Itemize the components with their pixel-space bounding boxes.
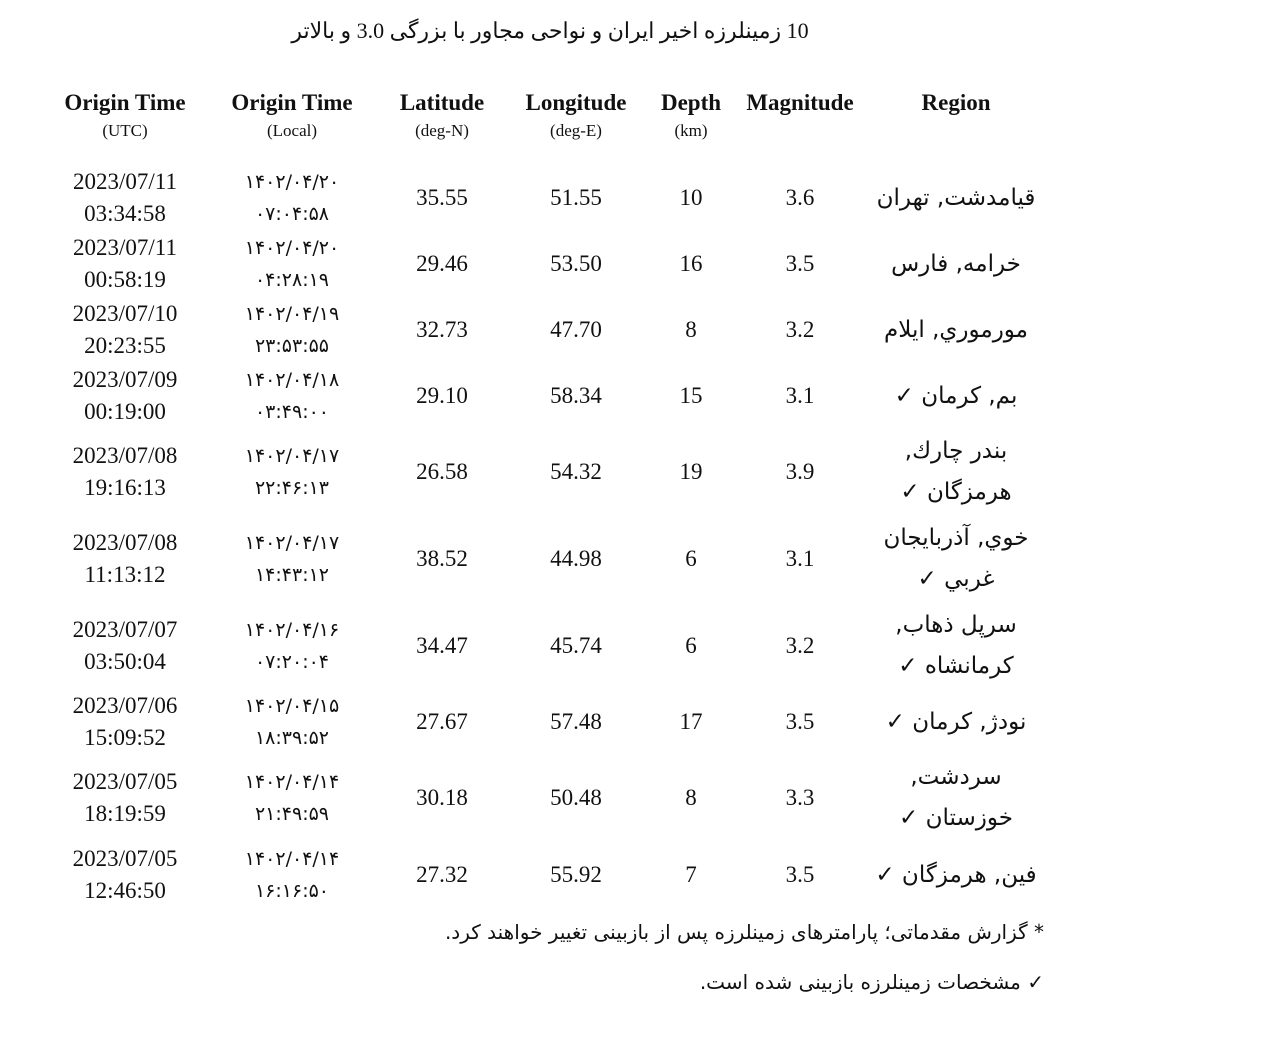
local-time: ۲۲:۴۶:۱۳ [254, 477, 330, 499]
local-time: ۱۴:۴۳:۱۲ [254, 564, 330, 586]
cell-magnitude: 3.1 [785, 383, 815, 408]
table-row [0, 527, 1280, 591]
region-text: مورموري, ایلام [884, 317, 1028, 343]
utc-date: 2023/07/11 [73, 235, 177, 260]
cell-region [856, 431, 1056, 513]
region-line [856, 472, 1056, 513]
local-time: ۰۷:۲۰:۰۴ [254, 651, 330, 673]
header-local-unit: (Local) [266, 121, 318, 140]
region-line [856, 702, 1056, 743]
region-text: خرامه, فارس [891, 251, 1021, 277]
cell-utc [40, 298, 210, 362]
local-time: ۰۴:۲۸:۱۹ [254, 269, 330, 291]
utc-date: 2023/07/06 [72, 693, 178, 718]
utc-date: 2023/07/05 [72, 846, 178, 871]
region-text: خوي, آذربایجان [883, 525, 1029, 551]
cell-magnitude: 3.2 [785, 633, 815, 658]
cell-region [856, 310, 1056, 351]
cell-magnitude: 3.9 [785, 459, 815, 484]
cell-depth: 17 [679, 709, 703, 734]
header-utc-label: Origin Time [64, 90, 186, 115]
utc-time: 03:50:04 [84, 649, 166, 674]
utc-time: 11:13:12 [84, 562, 166, 587]
cell-depth: 16 [679, 251, 703, 276]
region-line [856, 646, 1056, 687]
cell-region [856, 244, 1056, 285]
local-time: ۱۸:۳۹:۵۲ [254, 727, 330, 749]
reviewed-check-icon: ✓ [875, 862, 895, 888]
header-depth-unit: (km) [674, 121, 708, 140]
local-date: ۱۴۰۲/۰۴/۱۴ [244, 771, 340, 793]
region-text: غربي [944, 566, 995, 592]
reviewed-check-icon: ✓ [894, 383, 914, 409]
header-depth [646, 88, 736, 144]
region-text: سرپل ذهاب, [895, 612, 1017, 638]
cell-longitude: 44.98 [550, 546, 602, 571]
header-latitude [382, 88, 502, 144]
cell-magnitude: 3.5 [785, 862, 815, 887]
table-row [0, 690, 1280, 754]
cell-region [856, 605, 1056, 687]
header-latitude-label: Latitude [399, 90, 485, 115]
cell-local [207, 232, 377, 296]
region-text: فین, هرمزگان [901, 862, 1037, 888]
table-row [0, 298, 1280, 362]
cell-latitude: 26.58 [416, 459, 468, 484]
cell-magnitude: 3.5 [785, 251, 815, 276]
cell-local [207, 690, 377, 754]
header-depth-label: Depth [660, 90, 722, 115]
region-text: نودژ, کرمان [912, 709, 1027, 735]
region-text: سردشت, [910, 764, 1002, 790]
region-line [856, 244, 1056, 285]
cell-local [207, 614, 377, 678]
utc-time: 18:19:59 [84, 801, 166, 826]
cell-depth: 7 [685, 862, 697, 887]
table-row [0, 440, 1280, 504]
cell-magnitude: 3.2 [785, 317, 815, 342]
cell-depth: 10 [679, 185, 703, 210]
cell-local [207, 298, 377, 362]
local-date: ۱۴۰۲/۰۴/۱۵ [244, 695, 340, 717]
header-latitude-unit: (deg-N) [415, 121, 469, 140]
table-row [0, 232, 1280, 296]
region-text: کرمانشاه [924, 653, 1014, 679]
utc-time: 12:46:50 [84, 878, 166, 903]
table-row [0, 843, 1280, 907]
cell-latitude: 38.52 [416, 546, 468, 571]
cell-local [207, 766, 377, 830]
cell-local [207, 166, 377, 230]
region-line [856, 376, 1056, 417]
region-text: هرمزگان [926, 479, 1012, 505]
local-date: ۱۴۰۲/۰۴/۲۰ [244, 237, 340, 259]
cell-latitude: 30.18 [416, 785, 468, 810]
cell-depth: 15 [679, 383, 703, 408]
cell-longitude: 51.55 [550, 185, 602, 210]
header-region [856, 88, 1056, 118]
cell-longitude: 54.32 [550, 459, 602, 484]
cell-latitude: 29.46 [416, 251, 468, 276]
header-longitude [501, 88, 651, 144]
reviewed-note: ✓ مشخصات زمینلرزه بازبینی شده است. [699, 970, 1044, 994]
region-line [856, 518, 1056, 559]
region-line [856, 605, 1056, 646]
cell-longitude: 45.74 [550, 633, 602, 658]
region-text: بندر چارك, [904, 438, 1008, 464]
header-local-label: Origin Time [231, 90, 353, 115]
cell-region [856, 757, 1056, 839]
cell-utc [40, 232, 210, 296]
cell-latitude: 32.73 [416, 317, 468, 342]
local-date: ۱۴۰۲/۰۴/۱۸ [244, 369, 340, 391]
utc-time: 00:58:19 [84, 267, 166, 292]
cell-longitude: 50.48 [550, 785, 602, 810]
local-date: ۱۴۰۲/۰۴/۱۷ [244, 445, 340, 467]
cell-local [207, 527, 377, 591]
local-time: ۱۶:۱۶:۵۰ [254, 880, 330, 902]
header-magnitude [735, 88, 865, 118]
header-longitude-label: Longitude [525, 90, 627, 115]
region-text: بم, کرمان [921, 383, 1018, 409]
cell-depth: 6 [685, 546, 697, 571]
local-time: ۰۳:۴۹:۰۰ [254, 401, 330, 423]
cell-region [856, 178, 1056, 219]
local-time: ۲۱:۴۹:۵۹ [254, 803, 330, 825]
cell-magnitude: 3.3 [785, 785, 815, 810]
cell-utc [40, 690, 210, 754]
cell-latitude: 27.32 [416, 862, 468, 887]
cell-utc [40, 166, 210, 230]
cell-utc [40, 527, 210, 591]
page-title: 10 زمینلرزه اخیر ایران و نواحی مجاور با بزرگی 3.0 و بالاتر [291, 18, 809, 43]
region-text: قیامدشت, تهران [876, 185, 1036, 211]
cell-utc [40, 440, 210, 504]
reviewed-check-icon: ✓ [900, 479, 920, 505]
utc-date: 2023/07/11 [73, 169, 177, 194]
cell-longitude: 58.34 [550, 383, 602, 408]
cell-region [856, 855, 1056, 896]
region-line [856, 178, 1056, 219]
local-time: ۰۷:۰۴:۵۸ [254, 203, 330, 225]
table-row [0, 166, 1280, 230]
cell-region [856, 376, 1056, 417]
local-date: ۱۴۰۲/۰۴/۲۰ [244, 171, 340, 193]
utc-time: 03:34:58 [84, 201, 166, 226]
cell-magnitude: 3.5 [785, 709, 815, 734]
cell-longitude: 53.50 [550, 251, 602, 276]
reviewed-check-icon: ✓ [885, 709, 905, 735]
cell-utc [40, 766, 210, 830]
table-row [0, 364, 1280, 428]
cell-depth: 8 [685, 785, 697, 810]
header-local [207, 88, 377, 144]
utc-time: 00:19:00 [84, 399, 166, 424]
cell-longitude: 55.92 [550, 862, 602, 887]
utc-time: 19:16:13 [84, 475, 166, 500]
region-line [856, 431, 1056, 472]
region-line [856, 559, 1056, 600]
utc-date: 2023/07/08 [72, 530, 178, 555]
local-date: ۱۴۰۲/۰۴/۱۶ [244, 619, 340, 641]
cell-latitude: 29.10 [416, 383, 468, 408]
cell-depth: 19 [679, 459, 703, 484]
region-line [856, 855, 1056, 896]
local-time: ۲۳:۵۳:۵۵ [254, 335, 330, 357]
table-row [0, 766, 1280, 830]
table-row [0, 614, 1280, 678]
cell-utc [40, 364, 210, 428]
cell-depth: 8 [685, 317, 697, 342]
cell-region [856, 702, 1056, 743]
utc-time: 20:23:55 [84, 333, 166, 358]
cell-local [207, 364, 377, 428]
cell-longitude: 47.70 [550, 317, 602, 342]
cell-depth: 6 [685, 633, 697, 658]
cell-local [207, 440, 377, 504]
cell-magnitude: 3.1 [785, 546, 815, 571]
cell-latitude: 35.55 [416, 185, 468, 210]
header-region-label: Region [921, 90, 991, 115]
reviewed-check-icon: ✓ [917, 566, 937, 592]
cell-latitude: 34.47 [416, 633, 468, 658]
utc-date: 2023/07/07 [72, 617, 178, 642]
utc-date: 2023/07/09 [72, 367, 178, 392]
cell-magnitude: 3.6 [785, 185, 815, 210]
cell-region [856, 518, 1056, 600]
cell-latitude: 27.67 [416, 709, 468, 734]
region-line [856, 310, 1056, 351]
local-date: ۱۴۰۲/۰۴/۱۷ [244, 532, 340, 554]
region-line [856, 798, 1056, 839]
reviewed-check-icon: ✓ [898, 653, 918, 679]
reviewed-check-icon: ✓ [899, 805, 919, 831]
preliminary-note: * گزارش مقدماتی؛ پارامترهای زمینلرزه پس از بازبینی تغییر خواهند کرد. [444, 920, 1044, 944]
utc-date: 2023/07/05 [72, 769, 178, 794]
region-text: خوزستان [925, 805, 1013, 831]
header-utc [40, 88, 210, 144]
header-longitude-unit: (deg-E) [550, 121, 602, 140]
header-magnitude-label: Magnitude [746, 90, 854, 115]
cell-local [207, 843, 377, 907]
cell-longitude: 57.48 [550, 709, 602, 734]
region-line [856, 757, 1056, 798]
cell-utc [40, 614, 210, 678]
local-date: ۱۴۰۲/۰۴/۱۹ [244, 303, 340, 325]
local-date: ۱۴۰۲/۰۴/۱۴ [244, 848, 340, 870]
cell-utc [40, 843, 210, 907]
utc-time: 15:09:52 [84, 725, 166, 750]
header-utc-unit: (UTC) [102, 121, 148, 140]
utc-date: 2023/07/08 [72, 443, 178, 468]
utc-date: 2023/07/10 [72, 301, 178, 326]
